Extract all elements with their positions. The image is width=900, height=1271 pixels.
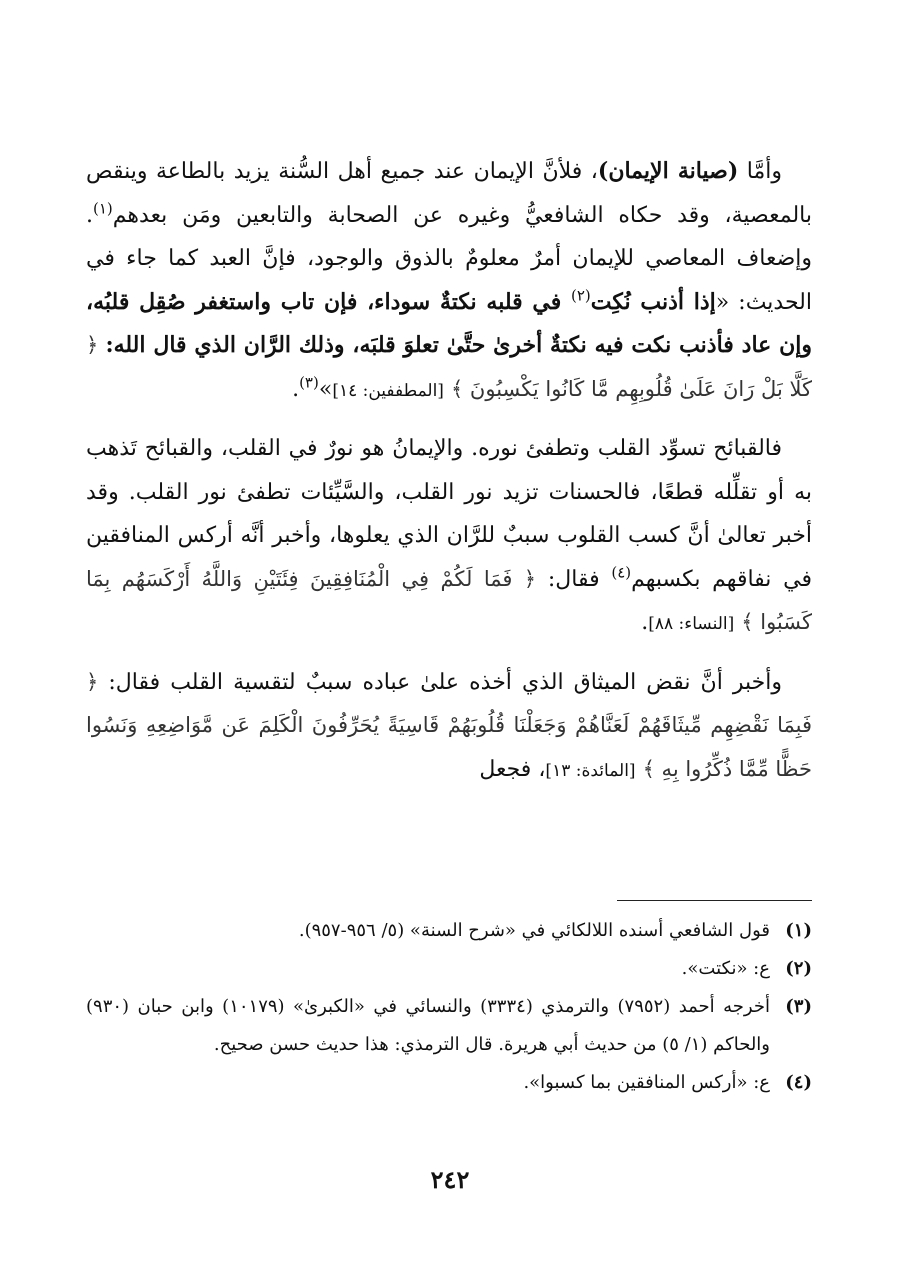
p3-text-1: وأخبر أنَّ نقض الميثاق الذي أخذه علىٰ عباده سببٌ لتقسية القلب فقال: [108,669,782,695]
p2-text-1: فالقبائح تسوِّد القلب وتطفئ نوره. والإيمانُ هو نورٌ في القلب، والقبائح تَذهب به أو تقلِّله قطعًا، فالحسنات تزيد نور القلب، والسَّيِّئات تطفئ نور القلب. وقد أخبر تعالىٰ أنَّ كسب القلوب سببٌ للرَّان الذي يعلوها، وأخبر أنَّه أركس المنافقين في نفاقهم بكسبهم [86,436,813,592]
paragraph-3 [86,661,812,794]
p1-quran-verse: ﴿ كَلَّا بَلْ رَانَ عَلَىٰ قُلُوبِهِم مَّا كَانُوا يَكْسِبُونَ ﴾ [86,333,812,401]
p3-quran-verse: ﴿ فَبِمَا نَقْضِهِم مِّيثَاقَهُمْ لَعَنَّاهُمْ وَجَعَلْنَا قُلُوبَهُمْ قَاسِيَةً يُحَرِّفُونَ الْكَلِمَ عَن مَّوَاضِعِهِ وَنَسُوا حَظًّا مِّمَّا ذُكِّرُوا بِهِ ﴾ [86,669,812,781]
p1-text-2: ، فلأنَّ الإيمان عند جميع أهل السُّنة يزيد بالطاعة وينقص بالمعصية، وقد حكاه الشافعيُّ وغيره عن الصحابة والتابعين ومَن بعدهم [86,159,812,228]
footnote-1 [86,912,812,950]
footnote-number: (٤) [785,1072,812,1093]
p2-period: . [641,610,649,635]
p3-verse-reference: [المائدة: ١٣] [545,760,636,781]
footnote-text: أخرجه أحمد (٧٩٥٢) والترمذي (٣٣٣٤) والنسائي في «الكبرىٰ» (١٠١٧٩) وابن حبان (٩٣٠) والحاكم (١/ ٥) من حديث أبي هريرة. قال الترمذي: هذا حديث حسن صحيح. [86,996,770,1055]
page-number: ٢٤٢ [430,1165,470,1194]
footnote-marker-1[interactable]: (١) [93,199,113,218]
p1-quote-close: » [318,376,333,402]
p3-text-2: ، فجعل [479,756,546,782]
footnote-text: ع: «نكتت». [681,958,770,979]
footnotes [86,912,812,1102]
footnote-marker-4[interactable]: (٤) [611,563,632,582]
footnote-number: (١) [785,920,812,941]
footnote-4 [86,1064,812,1102]
p1-verse-reference: [المطففين: ١٤] [332,380,444,401]
main-text [86,150,812,807]
paragraph-2 [86,427,812,647]
footnote-marker-3[interactable]: (٣) [299,373,319,392]
footnote-marker-2[interactable]: (٢) [570,286,591,305]
p1-hadith-1: إذا أذنب نُكِت [590,288,716,315]
p1-period: . [292,376,300,402]
footnote-separator [617,900,812,901]
p1-text-3: . وإضعاف المعاصي للإيمان أمرٌ معلومٌ بالذوق والوجود، فإنَّ العبد كما جاء في الحديث: « [86,202,812,315]
p2-verse-reference: [النساء: ٨٨] [648,614,735,634]
paragraph-1 [86,150,812,413]
footnote-text: قول الشافعي أسنده اللالكائي في «شرح السنة» (٥/ ٩٥٦-٩٥٧). [298,920,770,941]
p2-quran-verse: ﴿ فَمَا لَكُمْ فِي الْمُنَافِقِينَ فِئَتَيْنِ وَاللَّهُ أَرْكَسَهُم بِمَا كَسَبُوا ﴾ [86,566,812,634]
footnote-3 [86,988,812,1064]
p1-hadith-2: في قلبه نكتةٌ سوداء، فإن تاب واستغفر صُقِل قلبُه، وإن عاد فأذنب نكت فيه نكتةٌ أخرىٰ حتَّىٰ تعلوَ قلبَه، وذلك الرَّان الذي قال الله: [86,288,812,358]
footnote-text: ع: «أركس المنافقين بما كسبوا». [523,1072,770,1093]
p2-text-2: فقال: [547,566,612,592]
p1-text-1: وأمَّا [746,159,783,184]
footnote-number: (٣) [785,996,812,1017]
footnote-number: (٢) [785,958,812,979]
footnote-2 [86,950,812,988]
p1-heading-term: (صيانة الإيمان) [597,158,739,184]
